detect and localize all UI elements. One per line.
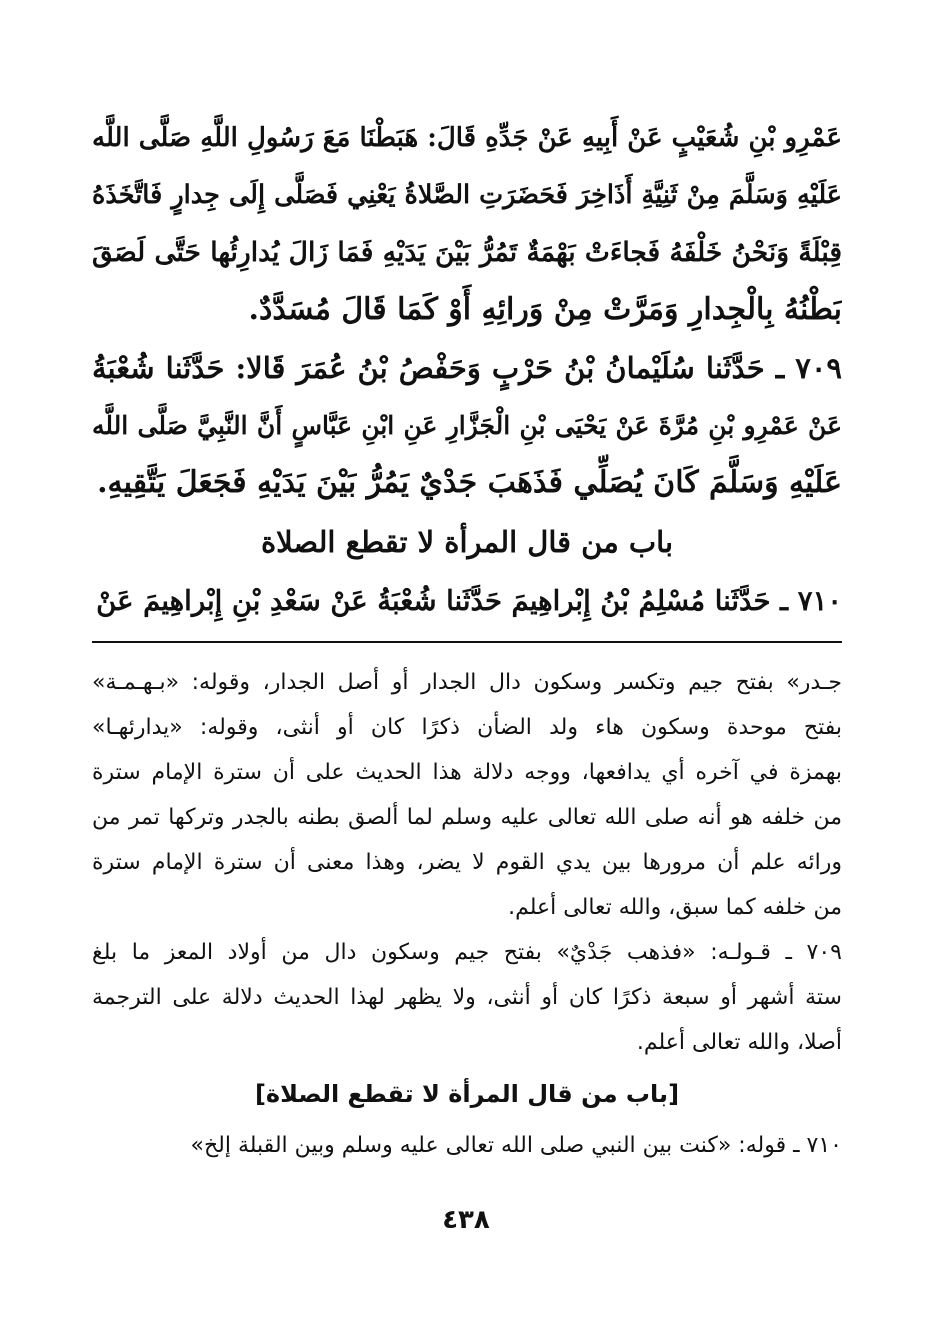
commentary-709-line: ٧٠٩ ـ قـولـه: «فذهب جَدْيٌ» بفتح جيم وسكون دال من أولاد المعز ما بلغ <box>92 940 842 965</box>
commentary-line: ورائه علم أن مرورها بين يدي القوم لا يضر، وهذا معنى أن سترة الإمام سترة <box>92 850 842 875</box>
hadith-709-line: ٧٠٩ ـ حَدَّثَنا سُلَيْمانُ بْنُ حَرْبٍ وَحَفْصُ بْنُ عُمَرَ قَالا: حَدَّثَنا شُعْبَةُ <box>92 351 842 385</box>
commentary-709-line: أصلا، والله تعالى أعلم. <box>636 1030 842 1055</box>
hadith-709-line: عَنْ عَمْرِو بْنِ مُرَّةَ عَنْ يَحْيَى بْنِ الْجَزَّارِ عَنِ ابْنِ عَبَّاسٍ أَنَّ النَّبِيَّ صَلَّى اللَّه <box>92 411 842 440</box>
commentary-line: من خلفه كما سبق، والله تعالى أعلم. <box>508 895 842 920</box>
commentary-710-line: ٧١٠ ـ قوله: «كنت بين النبي صلى الله تعالى عليه وسلم وبين القبلة إلخ» <box>190 1133 842 1158</box>
text-line: قِبْلَةً وَنَحْنُ خَلْفَهُ فَجاءَتْ بَهْمَةٌ تَمُرُّ بَيْنَ يَدَيْهِ فَمَا زَالَ يُدارِئُها حَتَّى لَصَقَ <box>92 237 842 268</box>
commentary-section <box>92 660 842 1168</box>
chapter-heading: باب من قال المرأة لا تقطع الصلاة <box>260 525 674 559</box>
commentary-line: بفتح موحدة وسكون هاء ولد الضأن ذكرًا كان أو أنثى، وقوله: «يدارئهـا» <box>92 715 842 740</box>
commentary-709-line: ستة أشهر أو سبعة ذكرًا كان أو أنثى، ولا يظهر لهذا الحديث دلالة على الترجمة <box>92 985 842 1010</box>
commentary-line: من خلفه هو أنه صلى الله تعالى عليه وسلم لما ألصق بطنه بالجدر وتركها تمر من <box>92 805 842 830</box>
hadith-710-line: ٧١٠ ـ حَدَّثَنا مُسْلِمُ بْنُ إِبْراهِيمَ حَدَّثَنا شُعْبَةُ عَنْ سَعْدِ بْنِ إِبْراهِيمَ عَنْ <box>96 585 842 617</box>
footnote-divider <box>92 641 842 643</box>
commentary-line: جـدر» بفتح جيم وتكسر وسكون دال الجدار أو أصل الجدار، وقوله: «بـهـمـة» <box>92 670 842 695</box>
text-line: بَطْنُهُ بِالْجِدارِ وَمَرَّتْ مِنْ وَرائِهِ أَوْ كَمَا قَالَ مُسَدَّدٌ. <box>248 292 842 327</box>
page-number: ٤٣٨ <box>442 1205 490 1235</box>
commentary-chapter-heading: [باب من قال المرأة لا تقطع الصلاة] <box>254 1080 680 1108</box>
hadith-709-line: عَلَيْهِ وَسَلَّمَ كَانَ يُصَلِّي فَذَهَبَ جَدْيٌ يَمُرُّ بَيْنَ يَدَيْهِ فَجَعَلَ يَتَّقِيهِ. <box>97 465 842 500</box>
text-line: عَمْرِو بْنِ شُعَيْبٍ عَنْ أَبِيهِ عَنْ جَدِّهِ قَالَ: هَبَطْنَا مَعَ رَسُولِ اللَّهِ صَلَّى اللَّه <box>92 123 842 153</box>
text-line: عَلَيْهِ وَسَلَّمَ مِنْ ثَنِيَّةِ أَذَاخِرَ فَحَضَرَتِ الصَّلاةُ يَعْنِي فَصَلَّى إِلَى جِدارٍ فَاتَّخَذَهُ <box>92 180 842 210</box>
hadith-main-text <box>92 110 842 630</box>
commentary-line: بهمزة في آخره أي يدافعها، ووجه دلالة هذا الحديث على أن سترة الإمام سترة <box>92 760 842 785</box>
